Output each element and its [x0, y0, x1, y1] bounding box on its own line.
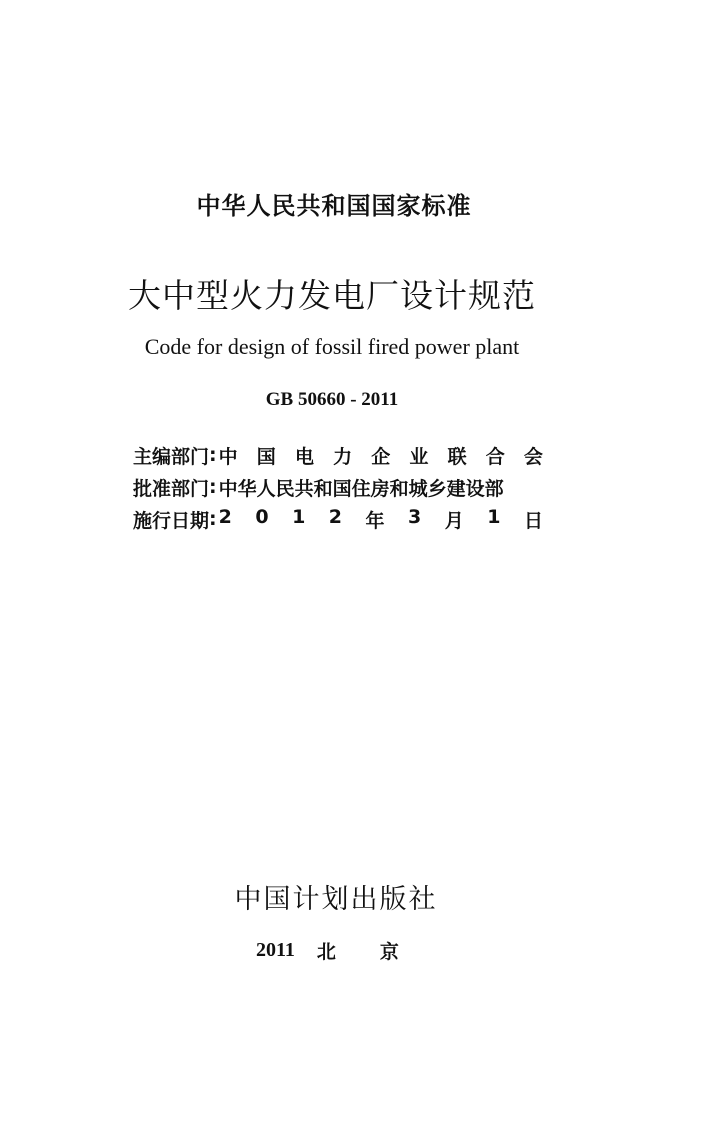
publication-year: 2011 — [256, 939, 295, 961]
approver-department-label: 批准部门 — [133, 477, 210, 500]
standard-number: GB 50660 - 2011 — [265, 389, 399, 410]
date-char: 2 — [218, 505, 232, 528]
date-char: 1 — [292, 505, 306, 528]
value-char: 会 — [523, 445, 543, 468]
value-char: 中 — [218, 445, 238, 468]
editor-department-row — [133, 441, 543, 469]
value-char: 力 — [333, 445, 353, 468]
national-standard-heading: 中华人民共和国国家标准 — [196, 192, 472, 220]
document-title-chinese: 大中型火力发电厂设计规范 — [128, 276, 536, 315]
effective-date-label: 施行日期 — [133, 509, 210, 532]
document-title-english: Code for design of fossil fired power plant — [144, 334, 520, 359]
value-char: 国 — [256, 445, 276, 468]
date-char: 1 — [487, 505, 501, 528]
value-char: 合 — [485, 445, 505, 468]
value-char: 联 — [447, 445, 467, 468]
label-separator: : — [209, 508, 217, 530]
publication-year-place — [256, 937, 399, 964]
approver-department-value: 中华人民共和国住房和城乡建设部 — [218, 477, 504, 500]
date-char: 日 — [523, 509, 543, 532]
date-char: 2 — [328, 505, 343, 528]
value-char: 业 — [409, 445, 429, 468]
value-char: 电 — [294, 445, 314, 468]
date-char: 月 — [444, 509, 464, 532]
label-separator: : — [209, 476, 217, 498]
approver-department-row — [133, 473, 543, 501]
effective-date-row — [133, 505, 543, 533]
date-char: 0 — [255, 505, 269, 528]
editor-department-value — [219, 442, 543, 469]
value-char: 企 — [371, 445, 391, 468]
label-separator: : — [209, 444, 217, 466]
publisher-name: 中国计划出版社 — [234, 884, 438, 915]
editor-department-label: 主编部门 — [133, 445, 210, 468]
date-char: 3 — [408, 505, 422, 528]
publication-city — [317, 937, 399, 964]
date-char: 年 — [365, 509, 385, 532]
city-char: 京 — [379, 941, 399, 963]
effective-date-value — [219, 506, 543, 533]
city-char: 北 — [316, 941, 336, 963]
